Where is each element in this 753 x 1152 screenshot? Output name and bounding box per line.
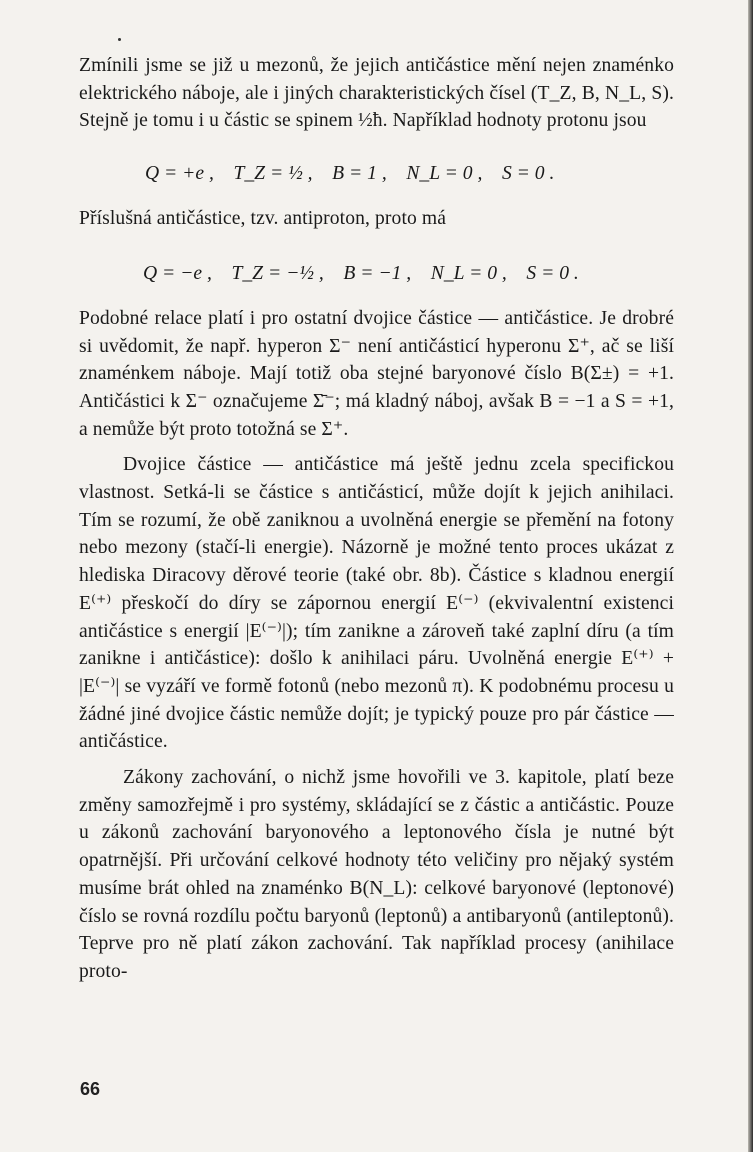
paragraph-4: Dvojice částice — antičástice má ještě jednu zcela specifickou vlastnost. Setká-li se částice s antičásticí, může dojít k jejich anihilaci. Tím se rozumí, že obě zaniknou a uvolněná energie se přemění na fotony nebo mezony (stačí-li energie). Názorně je možné tento proces ukázat z hlediska Diracovy děrové teorie (také obr. 8b). Částice s kladnou energií E⁽⁺⁾ přeskočí do díry se zápornou energií E⁽⁻⁾ (ekvivalentní existenci antičástice s energií |E⁽⁻⁾|); tím zanikne a zároveň také zaplní díru (a tím zanikne i antičástice): došlo k anihilaci páru. Uvolněná energie E⁽⁺⁾ + |E⁽⁻⁾| se vyzáří ve formě fotonů (nebo mezonů π). K podobnému procesu u žádné jiné dvojice částic nemůže dojít; je typický pouze pro pár částice — antičástice. — [79, 454, 674, 753]
paragraph-3: Podobné relace platí i pro ostatní dvojice částice — antičástice. Je drobré si uvědomit, že např. hyperon Σ⁻ není antičásticí hyperonu Σ⁺, ač se liší znaménkem náboje. Mají totiž oba stejné baryonové číslo B(Σ±) = +1. Antičástici k Σ⁻ označujeme Σ̄⁻; má kladný náboj, avšak B = −1 a S = +1, a nemůže být proto totožná se Σ⁺. — [79, 307, 674, 440]
print-speck — [118, 38, 121, 41]
page-number: 66 — [80, 1079, 101, 1099]
paragraph-2: Příslušná antičástice, tzv. antiproton, proto má — [79, 208, 447, 230]
page-edge-shadow — [748, 0, 753, 1152]
paragraph-1: Zmínili jsme se již u mezonů, že jejich antičástice mění nejen znaménko elektrického náboje, ale i jiných charakteristických čísel (T_Z, B, N_L, S). Stejně je tomu i u částic se spinem ½ħ. Například hodnoty protonu jsou — [79, 55, 674, 132]
equation-proton: Q = +e , T_Z = ½ , B = 1 , N_L = 0 , S = 0 . — [145, 163, 555, 185]
page-body — [79, 52, 674, 986]
equation-antiproton: Q = −e , T_Z = −½ , B = −1 , N_L = 0 , S = 0 . — [143, 262, 579, 284]
paragraph-5: Zákony zachování, o nichž jsme hovořili ve 3. kapitole, platí beze změny samozřejmě i pro systémy, skládající se z částic a antičástic. Pouze u zákonů zachování baryonového a leptonového čísla je nutné být opatrnější. Při určování celkové hodnoty této veličiny pro nějaký systém musíme brát ohled na znaménko B(N_L): celkové baryonové (leptonové) číslo se rovná rozdílu počtu baryonů (leptonů) a antibaryonů (antileptonů). Teprve pro ně platí zákon zachování. Tak například procesy (anihilace proto- — [79, 767, 674, 982]
